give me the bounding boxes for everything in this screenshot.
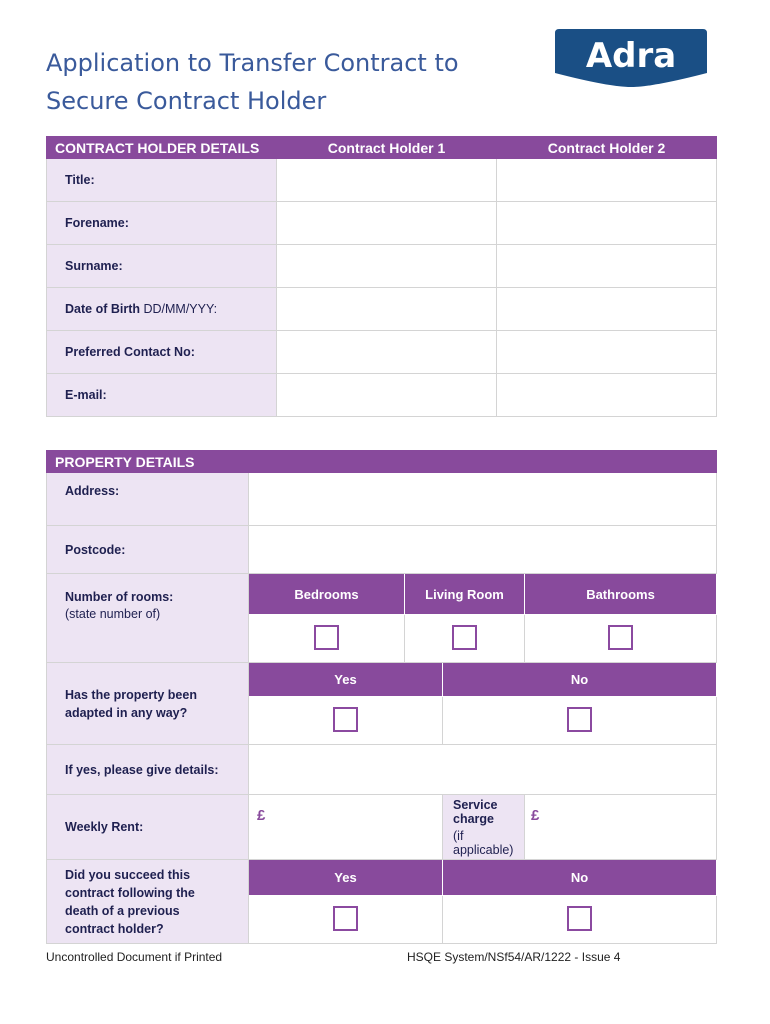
- dob-label: [47, 288, 277, 331]
- service-charge-currency: £: [531, 807, 540, 824]
- bathrooms-cell: [525, 615, 717, 663]
- title-line-2: Secure Contract Holder: [46, 87, 327, 115]
- adapted-no-header: No: [443, 663, 717, 697]
- holder1-dob-field[interactable]: [277, 288, 497, 331]
- address-field[interactable]: [249, 473, 717, 526]
- contract-holder-2-header: Contract Holder 2: [497, 137, 717, 159]
- holder2-email-field[interactable]: [497, 374, 717, 417]
- adra-logo: [553, 25, 709, 87]
- holder1-forename-field[interactable]: [277, 202, 497, 245]
- holder2-surname-field[interactable]: [497, 245, 717, 288]
- holder1-title-field[interactable]: [277, 159, 497, 202]
- weekly-rent-field[interactable]: [249, 795, 443, 860]
- succeed-no-header: No: [443, 860, 717, 896]
- bedrooms-header: Bedrooms: [249, 574, 405, 615]
- details-field[interactable]: [249, 745, 717, 795]
- adapted-no-checkbox[interactable]: [567, 707, 592, 732]
- adapted-no-cell: [443, 697, 717, 745]
- bathrooms-header: Bathrooms: [525, 574, 717, 615]
- adapted-yes-cell: [249, 697, 443, 745]
- living-room-header: Living Room: [405, 574, 525, 615]
- service-charge-text: Service charge: [453, 797, 498, 826]
- bedrooms-cell: [249, 615, 405, 663]
- email-label: E-mail:: [47, 374, 277, 417]
- footer-right: HSQE System/NSf54/AR/1222 - Issue 4: [407, 950, 621, 964]
- contract-holder-table: [46, 136, 717, 417]
- holder2-contact-field[interactable]: [497, 331, 717, 374]
- address-label: Address:: [47, 473, 249, 526]
- dob-label-text: Date of Birth: [65, 302, 140, 316]
- service-charge-label: [443, 795, 525, 860]
- rooms-hint: (state number of): [65, 607, 161, 621]
- surname-label: Surname:: [47, 245, 277, 288]
- bathrooms-checkbox[interactable]: [608, 625, 633, 650]
- contract-holder-header: CONTRACT HOLDER DETAILS: [47, 137, 277, 159]
- holder1-contact-field[interactable]: [277, 331, 497, 374]
- contact-label: Preferred Contact No:: [47, 331, 277, 374]
- document-title: [46, 44, 526, 120]
- contract-holder-1-header: Contract Holder 1: [277, 137, 497, 159]
- bedrooms-checkbox[interactable]: [314, 625, 339, 650]
- holder2-forename-field[interactable]: [497, 202, 717, 245]
- adapted-yes-checkbox[interactable]: [333, 707, 358, 732]
- holder2-title-field[interactable]: [497, 159, 717, 202]
- succeed-yes-cell: [249, 896, 443, 944]
- postcode-label: Postcode:: [47, 526, 249, 574]
- property-table: [46, 450, 717, 944]
- living-room-cell: [405, 615, 525, 663]
- details-label: If yes, please give details:: [47, 745, 249, 795]
- logo-text: Adra: [585, 36, 677, 76]
- living-room-checkbox[interactable]: [452, 625, 477, 650]
- weekly-rent-currency: £: [257, 807, 266, 824]
- property-header: PROPERTY DETAILS: [47, 451, 717, 473]
- adapted-label: Has the property been adapted in any way?: [47, 663, 249, 745]
- succeed-yes-header: Yes: [249, 860, 443, 896]
- rooms-label-text: Number of rooms:: [65, 590, 174, 604]
- holder2-dob-field[interactable]: [497, 288, 717, 331]
- succeed-no-cell: [443, 896, 717, 944]
- adapted-yes-header: Yes: [249, 663, 443, 697]
- postcode-field[interactable]: [249, 526, 717, 574]
- succeed-yes-checkbox[interactable]: [333, 906, 358, 931]
- service-charge-field[interactable]: [525, 795, 717, 860]
- holder1-email-field[interactable]: [277, 374, 497, 417]
- title-line-1: Application to Transfer Contract to: [46, 49, 459, 77]
- weekly-rent-label: Weekly Rent:: [47, 795, 249, 860]
- service-charge-hint: (if applicable): [453, 828, 514, 857]
- holder1-surname-field[interactable]: [277, 245, 497, 288]
- dob-format: DD/MM/YYY:: [143, 302, 218, 316]
- succeed-label: Did you succeed this contract following the death of a previous contract holder?: [47, 860, 249, 944]
- title-label: Title:: [47, 159, 277, 202]
- forename-label: Forename:: [47, 202, 277, 245]
- rooms-label: [47, 574, 249, 663]
- succeed-no-checkbox[interactable]: [567, 906, 592, 931]
- footer-left: Uncontrolled Document if Printed: [46, 950, 223, 964]
